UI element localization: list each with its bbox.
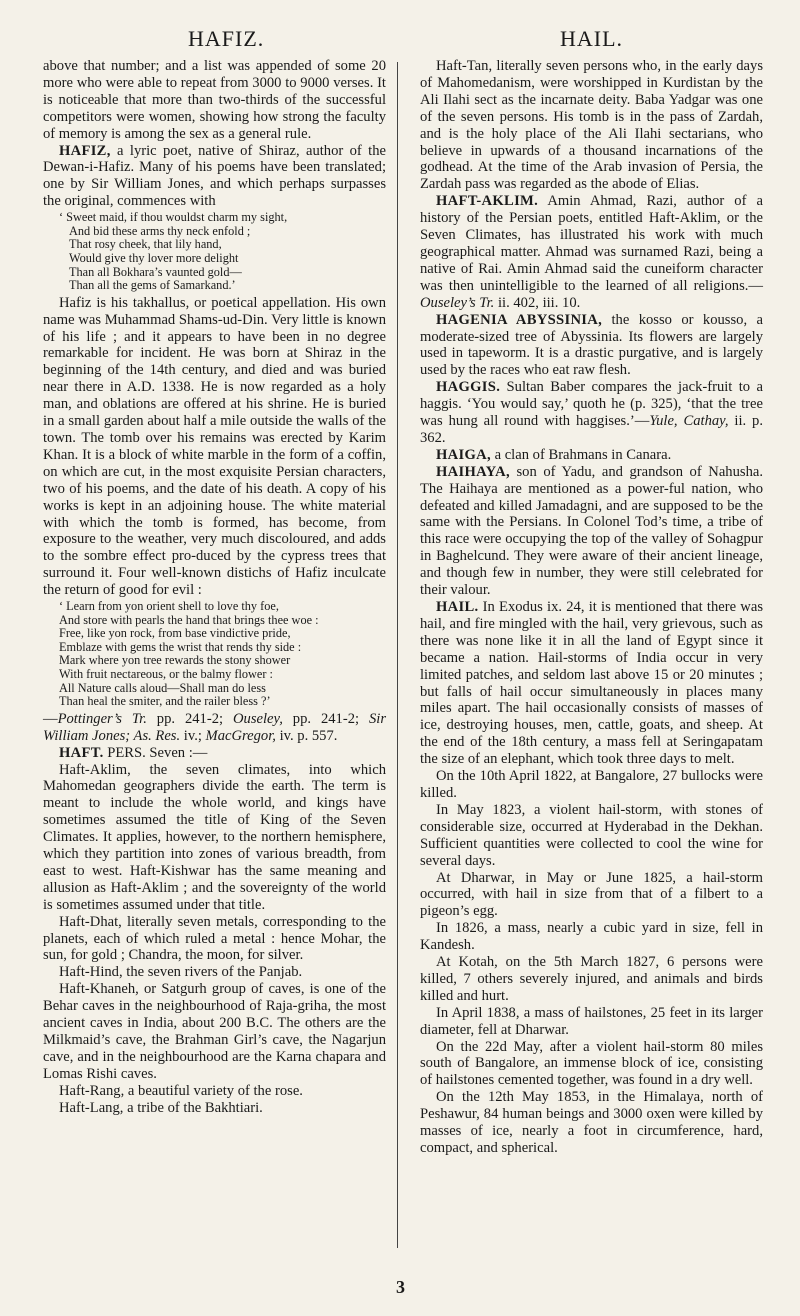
poem-quote — [43, 600, 386, 709]
entry-hail — [420, 599, 763, 768]
headword: HAFT-AKLIM. — [436, 193, 539, 210]
paragraph: In April 1838, a mass of hailstones, 25 feet in its larger diameter, fell at Dharwar. — [420, 1004, 763, 1038]
paragraph: At Dharwar, in May or June 1825, a hail-storm occurred, with hail in size from that of a filbert to a pigeon’s egg. — [420, 869, 763, 920]
paragraph: Haft-Lang, a tribe of the Bakhtiari. — [59, 1099, 263, 1116]
headword: HAFT. — [59, 744, 104, 761]
headword: HAGGIS. — [436, 379, 501, 396]
poem-line: All Nature calls aloud—Shall man do less — [59, 681, 266, 695]
entry-haggis — [420, 379, 763, 447]
poem-line: Emblaze with gems the wrist that rends thy side : — [59, 640, 302, 654]
entry-haft-aklim — [420, 193, 763, 311]
paragraph: On the 22d May, after a violent hail-storm 80 miles south of Bangalore, an immense block of ice, consisting of hailstones cemented together, was found in a dry well. — [420, 1038, 763, 1089]
headword: HAIHAYA, — [436, 463, 510, 480]
poem-line: Free, like yon rock, from base vindictive pride, — [59, 627, 291, 641]
cite-pages: iv.; — [180, 727, 206, 744]
page-number: 3 — [396, 1277, 405, 1297]
paragraph: above that number; and a list was appended of some 20 more who were able to repeat from 3000 to 9000 verses. It is noticeable that more than two-thirds of the successful competitors were women, showing how strong the faculty of memory is among the sex as a general rule. — [43, 58, 386, 142]
paragraph: Haft-Rang, a beautiful variety of the rose. — [59, 1082, 303, 1099]
dash: — — [43, 710, 58, 727]
running-head-right: HAIL. — [560, 26, 624, 51]
paragraph: On the 10th April 1822, at Bangalore, 27 bullocks were killed. — [420, 768, 763, 801]
cite-source: Sir William Jones; As. Res. — [43, 710, 387, 744]
entry-haihaya — [420, 464, 763, 599]
poem-line: Mark where yon tree rewards the stony shower — [59, 654, 291, 668]
entry-text: a clan of Brahmans in Canara. — [490, 446, 672, 463]
paragraph: Haft-Hind, the seven rivers of the Panjab. — [59, 964, 303, 981]
poem-line: And bid these arms thy neck enfold ; — [69, 224, 251, 238]
cite-source: MacGregor, — [205, 727, 276, 744]
left-column — [43, 58, 386, 1117]
cite-pages: iv. p. 557. — [275, 727, 338, 744]
headword: HAFIZ, — [59, 142, 111, 159]
poem-line: ‘ Learn from yon orient shell to love thy foe, — [59, 600, 279, 614]
cite-pages: ii. 402, iii. 10. — [494, 294, 581, 311]
cite-source: Yule, Cathay, — [649, 413, 729, 430]
citation — [43, 711, 386, 745]
paragraph: Hafiz is his takhallus, or poetical appellation. His own name was Muhammad Shams-ud-Din. Very little is known of his life ; and it appears to have been in no degree remarkable for incident. He was born at Shiraz in the beginning of the 14th century, and died and was buried near there in A.D. 1338. He is now regarded as a holy man, and oblations are offered at his shrine. He is buried in a small garden about half a mile outside the walls of the town. The tomb over his remains was erected by Karim Khan. It is a block of white marble in the form of a coffin, on which are cut, in the most exquisite Persian characters, two of his poems, and the date of his death. A copy of his works is kept in an adjoining house. The white material with which the tomb is formed, has become, from exposure to the weather, very much discoloured, and adds to the sombre effect pro-duced by the cypress trees that surround it. Four well-known distichs of Hafiz inculcate the return of good for evil : — [43, 294, 386, 599]
entry-haiga — [420, 447, 763, 464]
paragraph: On the 12th May 1853, in the Himalaya, north of Peshawur, 84 human beings and 3000 oxen were killed by masses of ice, nearly a foot in circumference, hard, compact, and spherical. — [420, 1089, 763, 1156]
cite-pages: pp. 241-2; — [282, 710, 369, 727]
entry-text: son of Yadu, and grandson of Nahusha. The Haihaya are mentioned as a power-ful nation, who defeated and killed Jamadagni, and are supposed to be the same with the Persians. In Colonel Tod’s time, a tribe of this race were occupying the top of the valley of Sohagpur in Baghelcund. They were aware of their ancient lineage, and though few in number, they were still celebrated for their valour. — [420, 463, 763, 599]
right-column — [420, 58, 763, 1157]
entry-text: a lyric poet, native of Shiraz, author of the Dewan-i-Hafiz. Many of his poems have been translated; one by Sir William Jones, and which perhaps surpasses the original, commences with — [43, 142, 386, 210]
poem-line: And store with pearls the hand that brings thee woe : — [59, 613, 319, 627]
paragraph: Haft-Dhat, literally seven metals, corresponding to the planets, each of which ruled a metal : hence Mohar, the sun, for gold ; Chandra, the moon, for silver. — [43, 913, 386, 964]
column-divider — [397, 62, 398, 1248]
paragraph: In 1826, a mass, nearly a cubic yard in size, fell in Kandesh. — [420, 920, 763, 954]
cite-source: Ouseley’s Tr. — [420, 294, 495, 311]
cite-source: Ouseley, — [233, 710, 283, 727]
running-head-left: HAFIZ. — [188, 26, 265, 51]
headword: HAGENIA ABYSSINIA, — [436, 311, 603, 328]
headword: HAIGA, — [436, 446, 491, 463]
paragraph: Haft-Tan, literally seven persons who, in the early days of Mahomedanism, were worshipped in Kurdistan by the Ali Ilahi sect as the incarnate deity. Baba Yadgar was one of the seven persons. His tomb is in the pass of Zardah, and is the holy place of the Ali Ilahi sectarians, who believe in upwards of a thousand incarnations of the godhead. At the time of the Arab invasion of Persia, the Zardah pass was regarded as the abode of Elias. — [420, 58, 763, 193]
cite-pages: pp. 241-2; — [146, 710, 233, 727]
poem-line: With fruit nectareous, or the balmy flower : — [59, 668, 273, 681]
poem-line: Than all the gems of Samarkand.’ — [69, 279, 236, 293]
headword: HAIL. — [436, 599, 479, 615]
entry-text: Sultan Baber compares the jack-fruit to a haggis. ‘You would say,’ quoth he (p. 325), ‘that the tree was hung all round with haggises.’— — [420, 379, 763, 430]
entry-text: Amin Ahmad, Razi, author of a history of the Persian poets, entitled Haft-Aklim, or the Seven Climates, has illustrated his work with much geographical matter. Ahmad was surnamed Razi, being a native of Rai. Amin Ahmad said the cuneiform character was then unintelligible to the learned of all religions.— — [420, 193, 763, 294]
paragraph: Haft-Aklim, the seven climates, into which Mahomedan geographers divide the earth. The term is meant to include the whole world, and kings have sometimes assumed the title of King of the Seven Climates. It applies, however, to the northern hemisphere, which they partition into zones of various breadth, from east to west. Haft-Kishwar has the same meaning and allusion as Haft-Aklim ; and the sovereignty of the world is sometimes assumed under that title. — [43, 761, 386, 913]
cite-source: Pottinger’s Tr. — [57, 710, 147, 727]
entry-text: the kosso or kousso, a moderate-sized tree of Abyssinia. Its flowers are largely used in tapeworm. It is a drastic purgative, and is largely used by the races who eat raw flesh. — [420, 311, 763, 379]
poem-line: That rosy cheek, that lily hand, — [69, 238, 222, 252]
paragraph: In May 1823, a violent hail-storm, with stones of considerable size, occurred at Hyderabad in the Dekhan. Sufficient quantities were collected to cool the wine for several days. — [420, 801, 763, 869]
entry-haft — [43, 745, 386, 762]
poem-line: Than heal the smiter, and the railer bless ?’ — [59, 695, 271, 709]
paragraph: At Kotah, on the 5th March 1827, 6 persons were killed, 7 others severely injured, and animals and birds killed and hurt. — [420, 954, 763, 1004]
poem-quote — [43, 211, 386, 293]
entry-text: PERS. Seven :— — [103, 744, 208, 761]
entry-text: In Exodus ix. 24, it is mentioned that there was hail, and fire mingled with the hail, very grievous, such as there was none like it in all the land of Egypt since it became a nation. Hail-storms of India occur in very limited patches, and seldom last above 15 or 20 minutes ; but falls of hail occur simultaneously in places many miles apart. The hail occasionally consists of masses of ice, destroying houses, men, cattle, goats, and sheep. At the end of the 18th century, a mass fell at Seringapatam the size of an elephant, which took three days to melt. — [420, 599, 763, 768]
entry-hafiz — [43, 143, 386, 211]
poem-line: Than all Bokhara’s vaunted gold— — [69, 265, 242, 279]
paragraph: Haft-Khaneh, or Satgurh group of caves, is one of the Behar caves in the neighbourhood of Raja-griha, the most ancient caves in India, about 200 B.C. The others are the Milkmaid’s cave, the Brahman Girl’s cave, the Nagarjun cave, and in the neighbourhood are the Karna chapara and Lomas Rishi caves. — [43, 981, 386, 1082]
entry-hagenia — [420, 312, 763, 380]
cite-pages: ii. p. 362. — [420, 413, 763, 446]
poem-line: Would give thy lover more delight — [69, 251, 239, 265]
poem-line: ‘ Sweet maid, if thou wouldst charm my sight, — [59, 211, 288, 225]
